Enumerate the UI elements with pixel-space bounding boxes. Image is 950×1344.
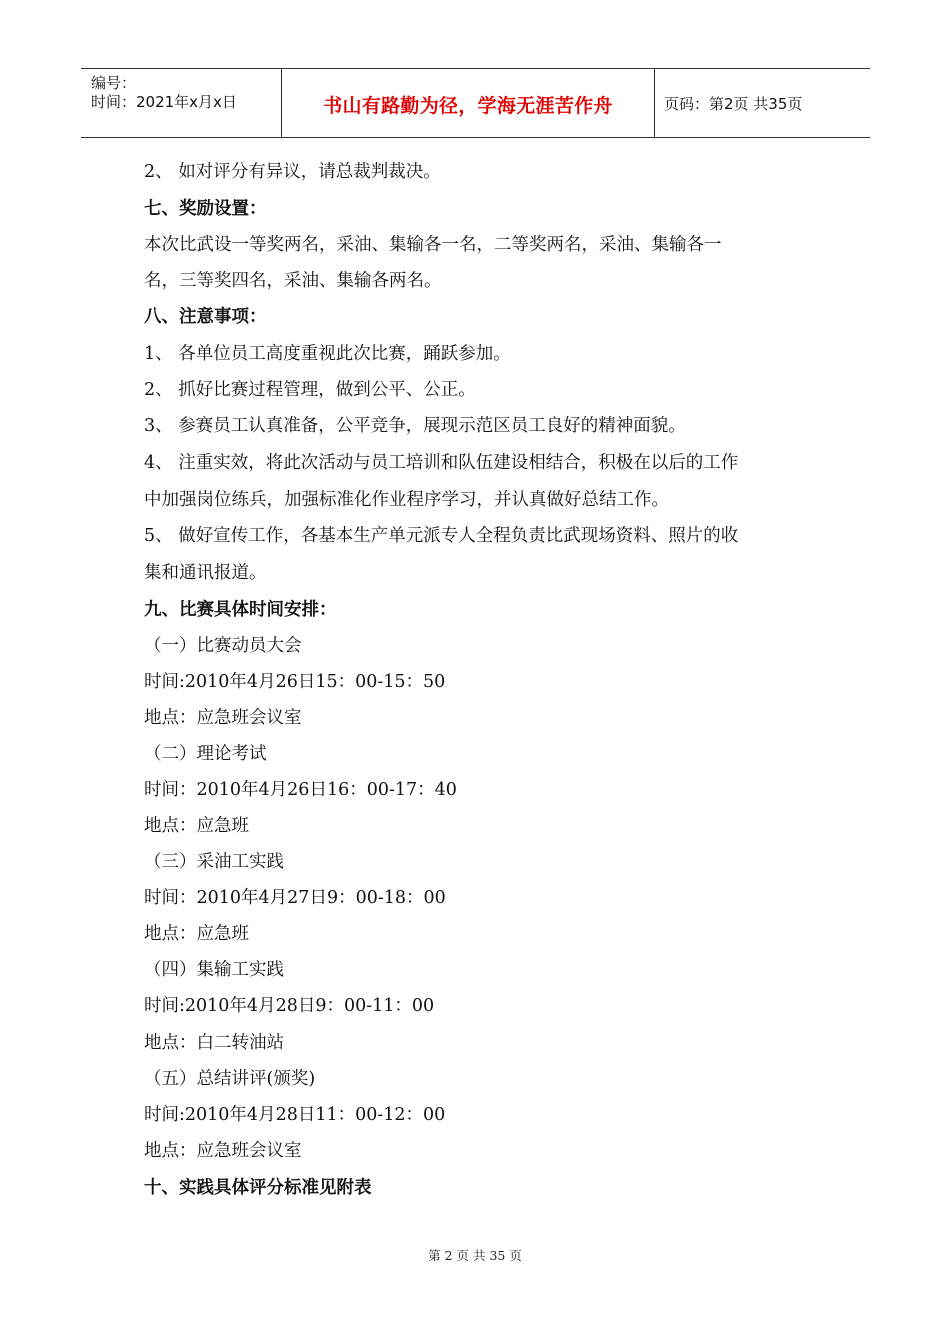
schedule-time: 时间:2010年4月26日15：00-15：50 [144,672,446,692]
header-code-label: 编号： [91,74,137,92]
list-item-continuation: 中加强岗位练兵，加强标准化作业程序学习，并认真做好总结工作。 [144,490,669,510]
schedule-time: 时间：2010年4月26日16：00-17：40 [144,780,457,800]
schedule-location: 地点：应急班 [144,924,249,944]
schedule-location: 地点：应急班会议室 [144,708,302,728]
list-item: 2、 抓好比赛过程管理，做到公平、公正。 [144,380,476,400]
section-heading-schedule: 九、比赛具体时间安排： [144,600,337,620]
header-motto: 书山有路勤为径，学海无涯苦作舟 [282,69,655,137]
schedule-item-title: （四）集输工实践 [144,960,284,980]
section-heading-scoring: 十、实践具体评分标准见附表 [144,1178,372,1198]
list-item: 5、 做好宣传工作，各基本生产单元派专人全程负责比武现场资料、照片的收 [144,526,739,546]
schedule-location: 地点：白二转油站 [144,1033,284,1053]
schedule-time: 时间:2010年4月28日11：00-12：00 [144,1105,446,1125]
list-item: 4、 注重实效，将此次活动与员工培训和队伍建设相结合，积极在以后的工作 [144,453,739,473]
list-item: 1、 各单位员工高度重视此次比赛，踊跃参加。 [144,344,511,364]
schedule-location: 地点：应急班 [144,816,249,836]
header-date-label: 时间：2021年x月x日 [91,93,237,111]
header-page-label: 页码：第2页 共35页 [664,94,803,113]
schedule-location: 地点：应急班会议室 [144,1141,302,1161]
schedule-item-title: （一）比赛动员大会 [144,636,302,656]
paragraph-line: 本次比武设一等奖两名，采油、集输各一名，二等奖两名，采油、集输各一 [144,235,722,255]
schedule-time: 时间：2010年4月27日9：00-18：00 [144,888,446,908]
list-item-continuation: 集和通讯报道。 [144,563,267,583]
header-meta-cell [81,69,282,137]
list-item: 3、 参赛员工认真准备，公平竞争，展现示范区员工良好的精神面貌。 [144,416,686,436]
paragraph-line: 名，三等奖四名，采油、集输各两名。 [144,271,442,291]
schedule-time: 时间:2010年4月28日9：00-11：00 [144,996,435,1016]
section-heading-rewards: 七、奖励设置： [144,199,267,219]
document-header [81,68,870,138]
page-footer: 第 2 页 共 35 页 [428,1248,522,1263]
schedule-item-title: （五）总结讲评(颁奖) [144,1069,316,1089]
schedule-item-title: （二）理论考试 [144,744,267,764]
schedule-item-title: （三）采油工实践 [144,852,284,872]
note-item-2: 2、 如对评分有异议，请总裁判裁决。 [144,162,441,182]
section-heading-notes: 八、注意事项： [144,307,267,327]
